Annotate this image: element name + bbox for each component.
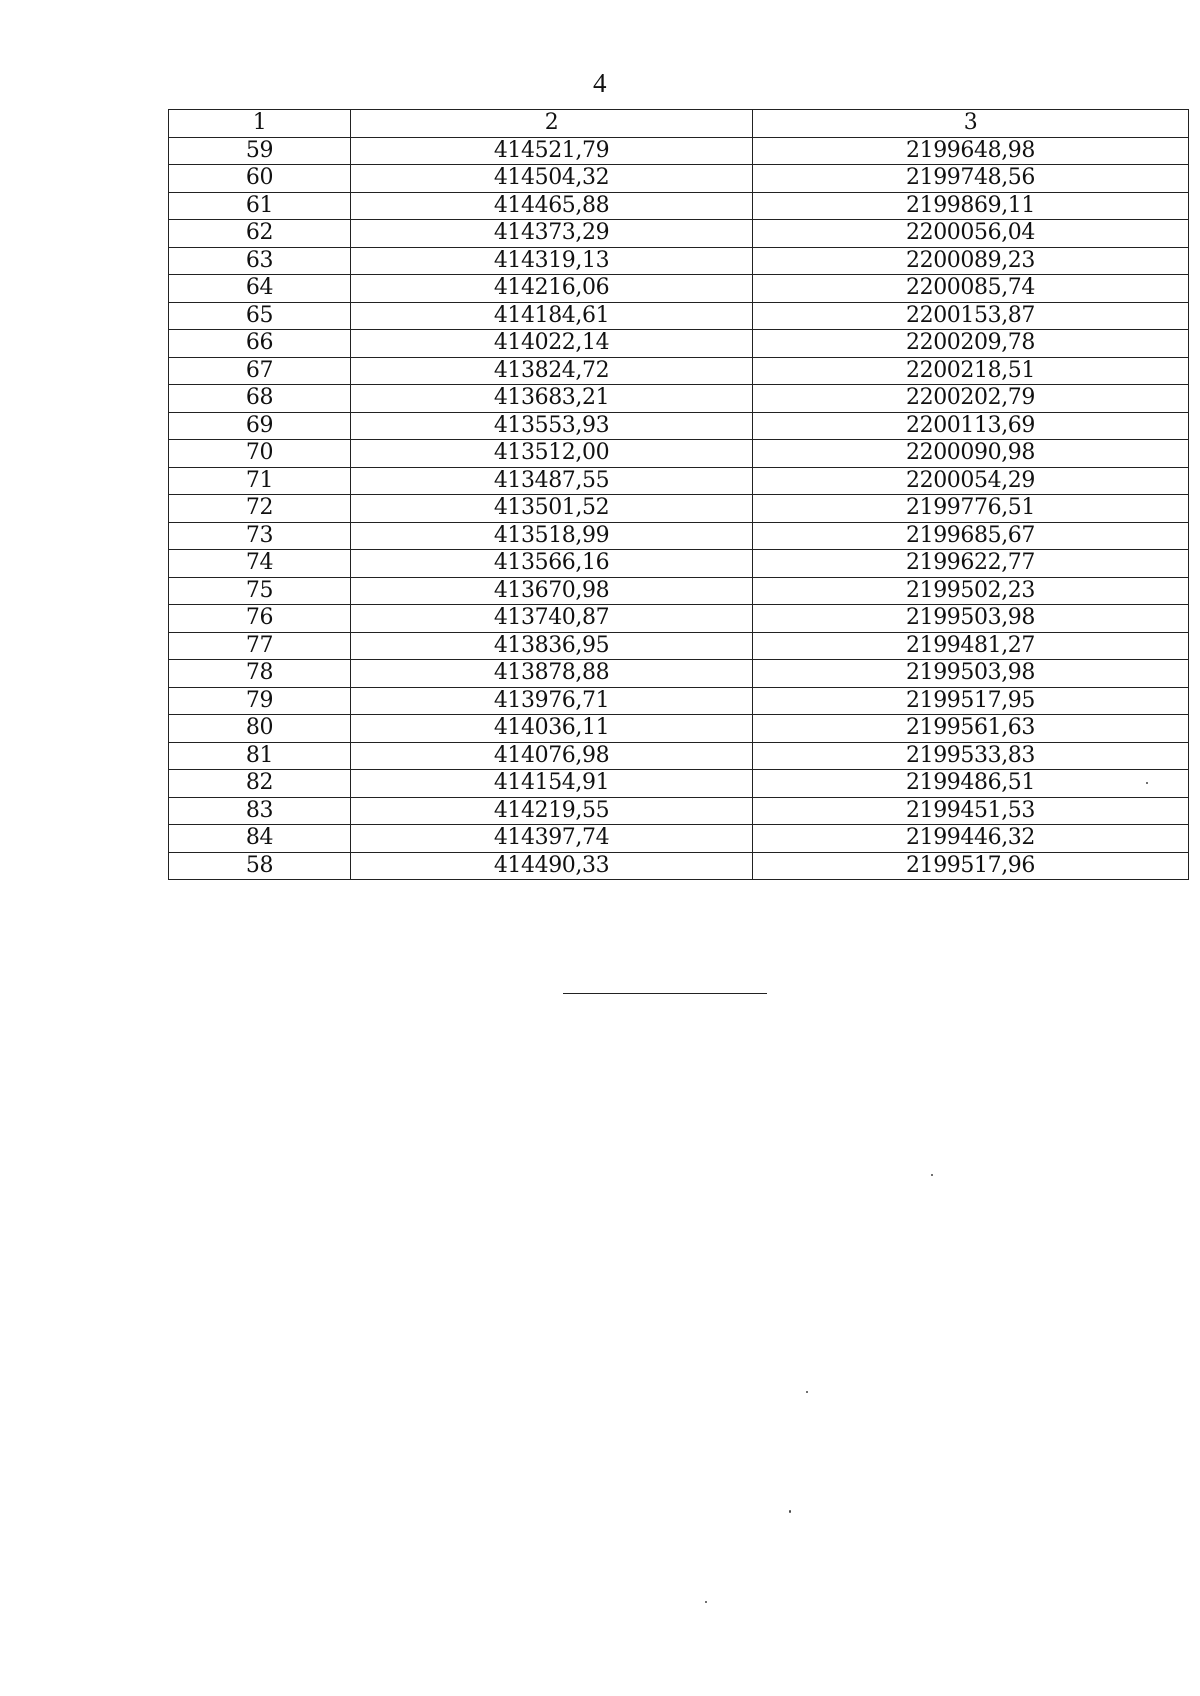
point-number-cell: 79 [169, 687, 351, 715]
coordinate-y-cell: 2199481,27 [753, 632, 1189, 660]
point-number-cell: 65 [169, 302, 351, 330]
coordinate-x-cell: 414504,32 [351, 165, 753, 193]
table-row [169, 825, 1189, 853]
table-row [169, 632, 1189, 660]
table-row [169, 522, 1189, 550]
coordinates-table [168, 109, 1189, 880]
coordinate-y-cell: 2199685,67 [753, 522, 1189, 550]
point-number-cell: 77 [169, 632, 351, 660]
coordinate-y-cell: 2200054,29 [753, 467, 1189, 495]
table-body [169, 137, 1189, 880]
point-number-cell: 62 [169, 220, 351, 248]
point-number-cell: 58 [169, 852, 351, 880]
coordinate-x-cell: 414465,88 [351, 192, 753, 220]
coordinate-x-cell: 413740,87 [351, 605, 753, 633]
coordinate-x-cell: 413501,52 [351, 495, 753, 523]
table-row [169, 467, 1189, 495]
coordinate-y-cell: 2199748,56 [753, 165, 1189, 193]
point-number-cell: 74 [169, 550, 351, 578]
table-row [169, 605, 1189, 633]
coordinate-x-cell: 414076,98 [351, 742, 753, 770]
page-number: 4 [593, 68, 607, 98]
column-header-2: 2 [351, 110, 753, 138]
table-row [169, 687, 1189, 715]
coordinate-y-cell: 2199517,95 [753, 687, 1189, 715]
point-number-cell: 60 [169, 165, 351, 193]
point-number-cell: 71 [169, 467, 351, 495]
coordinate-y-cell: 2199517,96 [753, 852, 1189, 880]
coordinate-y-cell: 2199451,53 [753, 797, 1189, 825]
column-header-3: 3 [753, 110, 1189, 138]
coordinate-x-cell: 414184,61 [351, 302, 753, 330]
coordinate-y-cell: 2199486,51 [753, 770, 1189, 798]
table-row [169, 852, 1189, 880]
point-number-cell: 73 [169, 522, 351, 550]
table-row [169, 275, 1189, 303]
coordinate-x-cell: 413824,72 [351, 357, 753, 385]
table-row [169, 220, 1189, 248]
coordinate-x-cell: 414154,91 [351, 770, 753, 798]
point-number-cell: 75 [169, 577, 351, 605]
point-number-cell: 61 [169, 192, 351, 220]
table-row [169, 137, 1189, 165]
scan-speck [705, 1601, 707, 1603]
scan-speck [789, 1510, 791, 1513]
point-number-cell: 80 [169, 715, 351, 743]
table-row [169, 357, 1189, 385]
point-number-cell: 63 [169, 247, 351, 275]
coordinate-y-cell: 2200209,78 [753, 330, 1189, 358]
end-of-table-rule [563, 993, 767, 994]
coordinate-y-cell: 2200090,98 [753, 440, 1189, 468]
coordinate-x-cell: 414022,14 [351, 330, 753, 358]
coordinate-y-cell: 2199869,11 [753, 192, 1189, 220]
table-row [169, 247, 1189, 275]
coordinate-y-cell: 2200218,51 [753, 357, 1189, 385]
point-number-cell: 76 [169, 605, 351, 633]
coordinate-y-cell: 2199502,23 [753, 577, 1189, 605]
coordinate-x-cell: 413670,98 [351, 577, 753, 605]
table-row [169, 742, 1189, 770]
coordinate-x-cell: 413836,95 [351, 632, 753, 660]
coordinate-y-cell: 2199622,77 [753, 550, 1189, 578]
point-number-cell: 82 [169, 770, 351, 798]
coordinate-x-cell: 413566,16 [351, 550, 753, 578]
coordinate-y-cell: 2199533,83 [753, 742, 1189, 770]
scan-speck [806, 1391, 808, 1393]
coordinate-x-cell: 413878,88 [351, 660, 753, 688]
coordinate-y-cell: 2199446,32 [753, 825, 1189, 853]
point-number-cell: 84 [169, 825, 351, 853]
point-number-cell: 81 [169, 742, 351, 770]
scan-speck [931, 1174, 933, 1176]
table-row [169, 495, 1189, 523]
point-number-cell: 72 [169, 495, 351, 523]
coordinate-x-cell: 413512,00 [351, 440, 753, 468]
table-row [169, 440, 1189, 468]
table-row [169, 715, 1189, 743]
coordinate-y-cell: 2199503,98 [753, 605, 1189, 633]
point-number-cell: 68 [169, 385, 351, 413]
coordinate-x-cell: 413487,55 [351, 467, 753, 495]
table-row [169, 660, 1189, 688]
table-row [169, 550, 1189, 578]
coordinate-x-cell: 413683,21 [351, 385, 753, 413]
point-number-cell: 67 [169, 357, 351, 385]
coordinate-y-cell: 2200056,04 [753, 220, 1189, 248]
coordinate-y-cell: 2200202,79 [753, 385, 1189, 413]
point-number-cell: 64 [169, 275, 351, 303]
table-row [169, 577, 1189, 605]
point-number-cell: 78 [169, 660, 351, 688]
point-number-cell: 66 [169, 330, 351, 358]
point-number-cell: 83 [169, 797, 351, 825]
coordinate-x-cell: 413518,99 [351, 522, 753, 550]
coordinate-x-cell: 413553,93 [351, 412, 753, 440]
coordinate-x-cell: 414036,11 [351, 715, 753, 743]
coordinate-x-cell: 413976,71 [351, 687, 753, 715]
coordinate-y-cell: 2199776,51 [753, 495, 1189, 523]
table-row [169, 165, 1189, 193]
table-row [169, 330, 1189, 358]
coordinate-x-cell: 414219,55 [351, 797, 753, 825]
table-row [169, 797, 1189, 825]
coordinate-y-cell: 2200085,74 [753, 275, 1189, 303]
scan-speck [1146, 782, 1148, 784]
coordinate-y-cell: 2200089,23 [753, 247, 1189, 275]
table-row [169, 192, 1189, 220]
coordinate-y-cell: 2200113,69 [753, 412, 1189, 440]
coordinate-x-cell: 414521,79 [351, 137, 753, 165]
coordinate-x-cell: 414319,13 [351, 247, 753, 275]
coordinate-y-cell: 2199561,63 [753, 715, 1189, 743]
table-row [169, 385, 1189, 413]
point-number-cell: 69 [169, 412, 351, 440]
table-row [169, 412, 1189, 440]
coordinate-x-cell: 414397,74 [351, 825, 753, 853]
point-number-cell: 59 [169, 137, 351, 165]
point-number-cell: 70 [169, 440, 351, 468]
coordinate-x-cell: 414490,33 [351, 852, 753, 880]
table-row [169, 770, 1189, 798]
table-row [169, 302, 1189, 330]
coordinate-y-cell: 2200153,87 [753, 302, 1189, 330]
coordinate-x-cell: 414216,06 [351, 275, 753, 303]
coordinate-y-cell: 2199648,98 [753, 137, 1189, 165]
table-header-row [169, 110, 1189, 138]
coordinate-y-cell: 2199503,98 [753, 660, 1189, 688]
coordinate-x-cell: 414373,29 [351, 220, 753, 248]
column-header-1: 1 [169, 110, 351, 138]
